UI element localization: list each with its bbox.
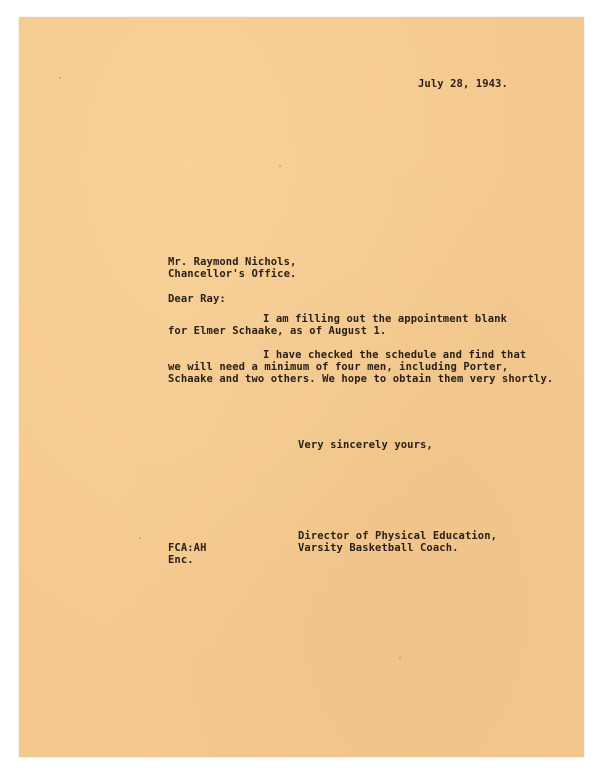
paper-speck [59,77,61,79]
letter-page [19,17,584,757]
letter-date: July 28, 1943. [418,78,508,90]
paper-speck [399,657,401,659]
complimentary-close: Very sincerely yours, [298,439,433,451]
signature-title-line2: Varsity Basketball Coach. [298,542,459,554]
paragraph1-line1: I am filling out the appointment blank [263,313,508,325]
paragraph2-line3: Schaake and two others. We hope to obtain them very shortly. [168,373,554,385]
enclosure-notation: Enc. [168,554,194,566]
recipient-office: Chancellor's Office. [168,268,297,280]
paper-speck [279,165,281,167]
paragraph1-line2: for Elmer Schaake, as of August 1. [168,325,387,337]
salutation: Dear Ray: [168,293,226,305]
reference-initials: FCA:AH [168,542,207,554]
signature-title-line1: Director of Physical Education, [298,530,498,542]
paragraph2-line1: I have checked the schedule and find that [263,349,527,361]
paper-speck [139,537,141,539]
recipient-name: Mr. Raymond Nichols, [168,256,297,268]
paragraph2-line2: we will need a minimum of four men, including Porter, [168,361,509,373]
